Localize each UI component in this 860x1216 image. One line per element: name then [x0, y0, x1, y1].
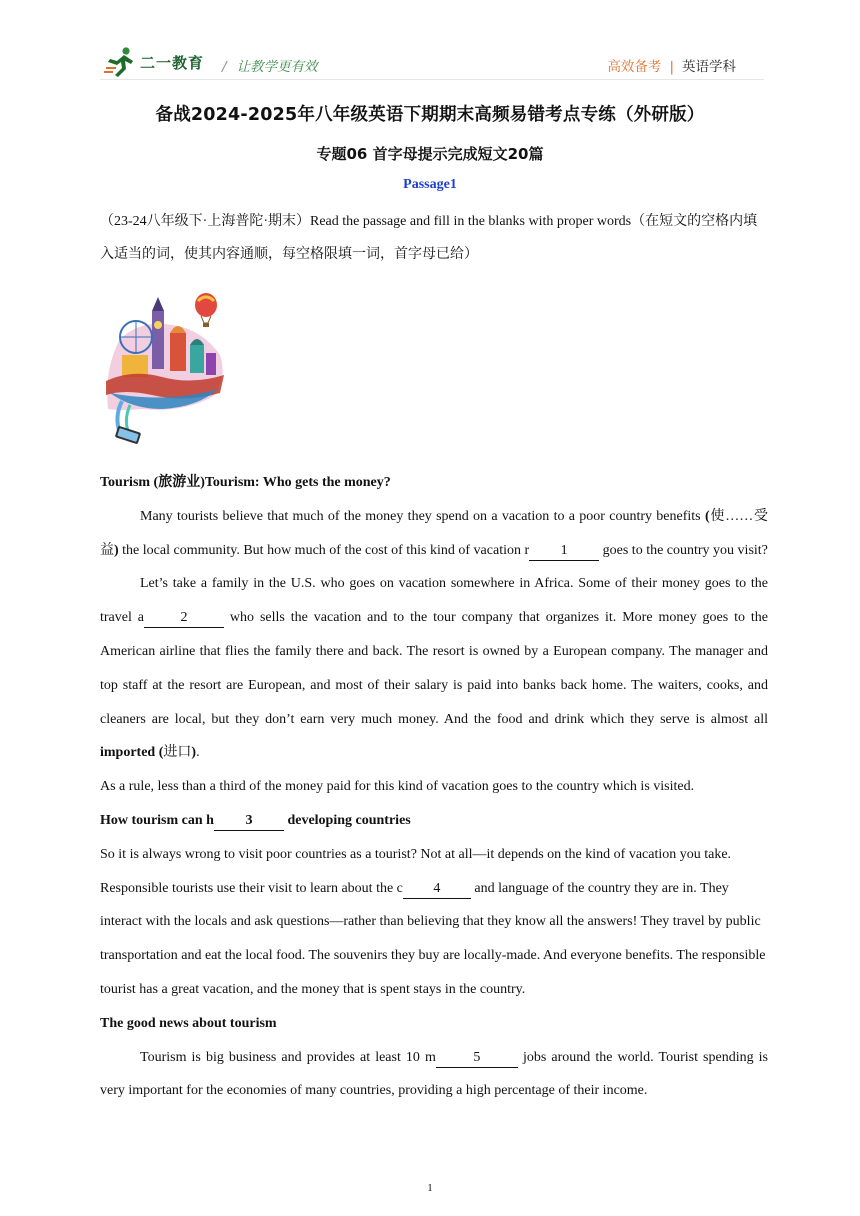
heading2-text-b: developing countries	[283, 812, 411, 828]
p4-text-b: and language of the country they are in. They interact with the locals and ask questions—rather than believing that they know all the answers! They travel by public transportation and eat the local food. The souvenirs they buy are locally-made. And everyone benefits. The responsible tourist has a great vacation, and the money that is spent stays in the country.	[100, 880, 766, 997]
blank-1[interactable]: 1	[529, 542, 599, 561]
section-heading-good-news: The good news about tourism	[100, 1015, 277, 1031]
blank-2[interactable]: 2	[144, 609, 224, 628]
p1-text-a: Many tourists believe that much of the money they spend on a vacation to a poor country benefits	[140, 508, 705, 524]
document-title: 备战2024-2025年八年级英语下期期末高频易错考点专练（外研版）	[155, 105, 705, 125]
header-tag-exam: 高效备考	[607, 59, 662, 75]
slogan-text: 让教学更有效	[236, 59, 318, 75]
header-divider	[100, 79, 764, 80]
p1-chinese-gloss: 使……受益	[100, 508, 769, 558]
p5-text-a: Tourism is big business and provides at least 10 m	[140, 1049, 436, 1065]
paragraph-5	[100, 1041, 768, 1109]
header-slogan: / 让教学更有效	[222, 59, 318, 75]
page-header	[0, 0, 860, 90]
blank-3[interactable]: 3	[214, 812, 284, 831]
p2-text-b: who sells the vacation and to the tour company that organizes it. More money goes to the American airline that flies the family there and back. The resort is owned by a European company. The manager and top staff at the resort are European, and most of their salary is paid into banks back home. The waiters, cooks, and cleaners are local, but they don’t earn very much money. And the food and drink which they serve is almost all	[100, 610, 768, 727]
p2-text-a: Let’s take a family in the U.S. who goes on vacation somewhere in Africa. Some of their money goes to the travel a	[100, 576, 768, 626]
header-tags: 高效备考 | 英语学科	[607, 59, 736, 75]
paragraph-2	[100, 567, 768, 770]
section-heading-tourism: Tourism (旅游业)Tourism: Who gets the money?	[100, 475, 391, 490]
p1-text-c: goes to the country you visit?	[599, 542, 768, 558]
page-number: 1	[427, 1182, 433, 1194]
p4-text-a: So it is always wrong to visit poor countries as a tourist? Not at all—it depends on the kind of vacation you take. Responsible tourists use their visit to learn about the c	[100, 846, 732, 896]
section-heading-help	[100, 804, 768, 838]
document-subtitle: 专题06 首字母提示完成短文20篇	[316, 145, 544, 163]
p2-bold-imported: imported (	[100, 745, 164, 761]
paragraph-3: As a rule, less than a third of the money paid for this kind of vacation goes to the country which is visited.	[100, 779, 695, 795]
heading2-text-a: How tourism can h	[100, 812, 214, 828]
p1-bracket-close: )	[114, 542, 119, 558]
logo	[104, 46, 204, 78]
document-body	[100, 205, 768, 1108]
runner-logo-icon	[104, 46, 138, 78]
passage-label: Passage1	[403, 177, 457, 192]
blank-4[interactable]: 4	[403, 880, 471, 899]
p1-bracket-open: (	[704, 508, 710, 524]
passage-intro: （23-24八年级下·上海普陀·期末）Read the passage and fill in the blanks with proper words（在短文的空格内填入适当的词，使其内容通顺，每空格限填一词，首字母已给）	[100, 214, 758, 262]
p2-period: .	[196, 745, 200, 761]
blank-5[interactable]: 5	[436, 1049, 518, 1068]
paragraph-4	[100, 838, 768, 1007]
p5-text-b: jobs around the world. Tourist spending is very important for the economies of many countries, providing a high percentage of their income.	[100, 1049, 768, 1099]
logo-text: 二一教育	[140, 53, 205, 72]
p2-bracket-close: )	[191, 745, 197, 761]
p2-chinese-gloss: 进口	[163, 745, 192, 761]
travel-illustration	[102, 289, 232, 449]
paragraph-1	[100, 500, 768, 568]
header-tag-subject: 英语学科	[682, 59, 736, 75]
p1-text-b: the local community. But how much of the cost of this kind of vacation r	[118, 542, 530, 558]
